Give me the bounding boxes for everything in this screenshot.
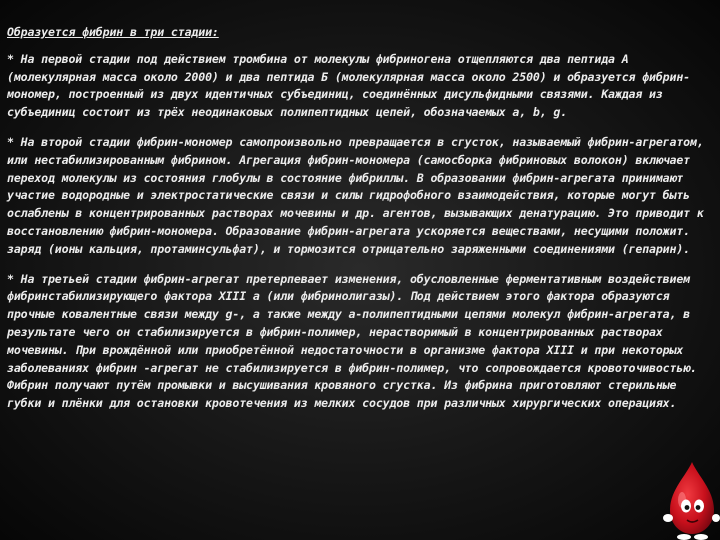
blood-drop-character-icon [660,458,720,540]
paragraph-fibrin-usage: Фибрин получают путём промывки и высушивания кровяного сгустка. Из фибрина приготовляют стерильные губки и плёнки для остановки кровотечения из мелких сосудов при различных хирургических операциях. [7,378,677,411]
slide-text-block [7,24,715,413]
paragraph-stage-3: * На третьей стадии фибрин-агрегат претерпевает изменения, обусловленные ферментативным воздействием фибринстабилизирующего фактора XIII a (или фибринолигазы). Под действием этого фактора образуются прочные ковалентные связи между g-, а также между a-полипептидными цепями молекул фибрин-агрегата, в результате чего он стабилизируется в фибрин-полимер, нерастворимый в концентрированных растворах мочевины. При врождённой или приобретённой недостаточности в организме фактора XIII и при некоторых заболеваниях фибрин -агрегат не стабилизируется в фибрин-полимер, что сопровождается кровоточивостью. [7,271,697,375]
paragraph-stage-2: * На второй стадии фибрин-мономер самопроизвольно превращается в сгусток, называемый фибрин-агрегатом, или нестабилизированным фибрином. Агрегация фибрин-мономера (самосборка фибриновых волокон) включает переход молекулы из состояния глобулы в состояние фибриллы. В образовании фибрин-агрегата принимают участие водородные и электростатические связи и силы гидрофобного взаимодействия, которые могут быть ослаблены в концентрированных растворах мочевины и др. агентов, вызывающих денатурацию. Это приводит к восстановлению фибрин-мономера. Образование фибрин-агрегата ускоряется веществами, несущими положит. заряд (ионы кальция, протаминсульфат), и тормозится отрицательно заряженными соединениями (гепарин). [7,134,704,256]
slide-heading: Образуется фибрин в три стадии: [7,25,219,39]
paragraph-stage-1: * На первой стадии под действием тромбина от молекулы фибриногена отщепляются два пептида А (молекулярная масса около 2000) и два пептида Б (молекулярная масса около 2500) и образуется фибрин-мономер, построенный из двух идентичных субъединиц, соединённых дисульфидными связями. Каждая из субъединиц состоит из трёх неодинаковых полипептидных цепей, обозначаемых a, b, g. [7,51,691,120]
